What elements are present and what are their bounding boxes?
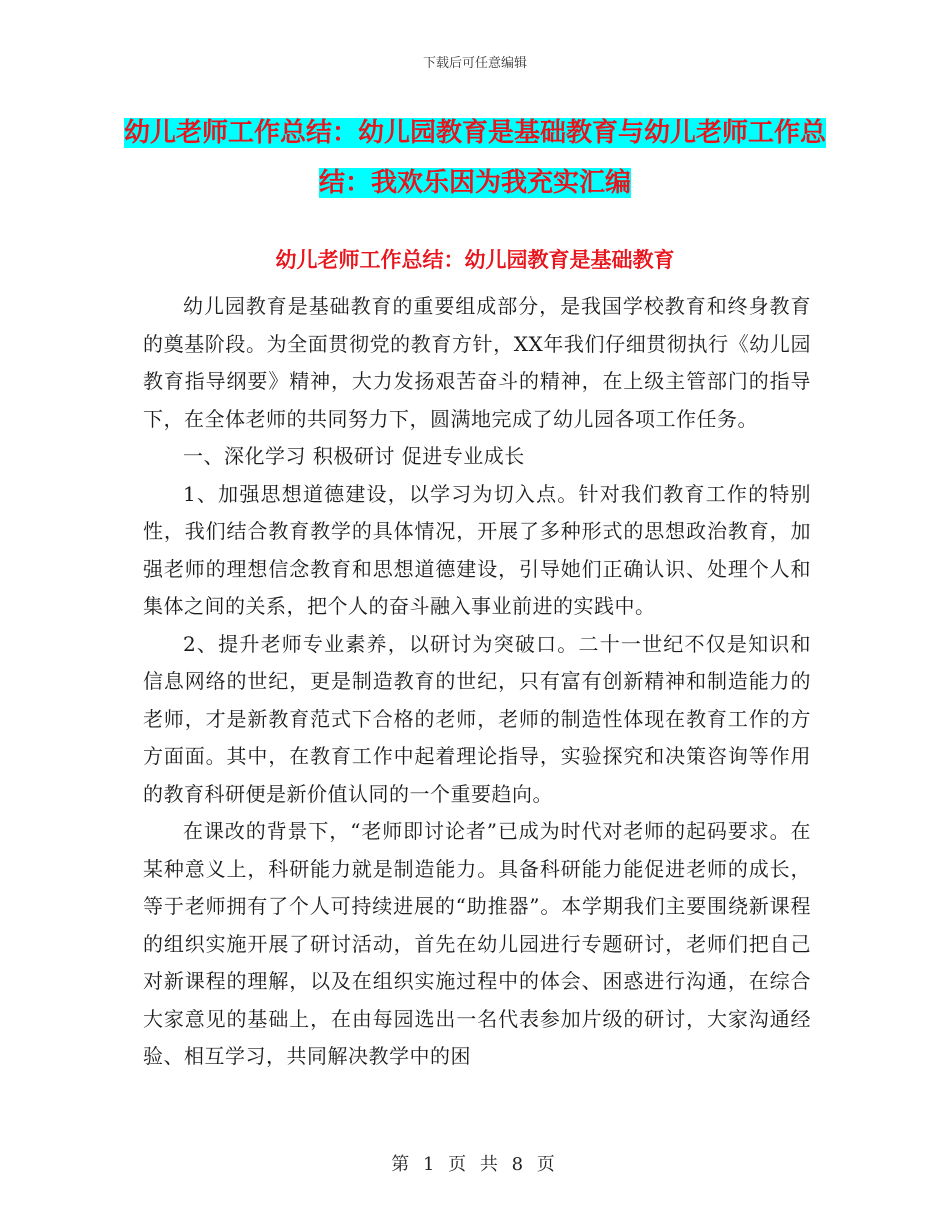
section-heading: 幼儿老师工作总结：幼儿园教育是基础教育 [275, 248, 675, 272]
paragraph: 一、深化学习 积极研讨 促进专业成长 [183, 444, 525, 468]
page-header-note: 下载后可任意编辑 [422, 56, 527, 71]
document-title [120, 108, 830, 208]
page-footer-indicator: 第 1 页 共 8 页 [391, 1154, 559, 1175]
paragraph: 2、提升老师专业素养，以研讨为突破口。二十一世纪不仅是知识和信息网络的世纪，更是制造教育的世纪，只有富有创新精神和制造能力的老师，才是新教育范式下合格的老师，老师的制造性体现在教育工作的方方面面。其中，在教育工作中起着理论指导，实验探究和决策咨询等作用的教育科研便是新价值认同的一个重要趋向。 [143, 631, 811, 806]
paragraph: 在课改的背景下，“老师即讨论者”已成为时代对老师的起码要求。在某种意义上，科研能力就是制造能力。具备科研能力能促进老师的成长，等于老师拥有了个人可持续进展的“助推器”。本学期我们主要围绕新课程的组织实施开展了研讨活动，首先在幼儿园进行专题研讨，老师们把自己对新课程的理解，以及在组织实施过程中的体会、困惑进行沟通，在综合大家意见的基础上，在由每园选出一名代表参加片级的研讨，大家沟通经验、相互学习，共同解决教学中的困 [143, 819, 811, 1068]
paragraph: 1、加强思想道德建设，以学习为切入点。针对我们教育工作的特别性，我们结合教育教学的具体情况，开展了多种形式的思想政治教育，加强老师的理想信念教育和思想道德建设，引导她们正确认识、处理个人和集体之间的关系，把个人的奋斗融入事业前进的实践中。 [143, 481, 811, 618]
paragraph: 幼儿园教育是基础教育的重要组成部分，是我国学校教育和终身教育的奠基阶段。为全面贯彻党的教育方针，XX年我们仔细贯彻执行《幼儿园教育指导纲要》精神，大力发扬艰苦奋斗的精神，在上级主管部门的指导下，在全体老师的共同努力下，圆满地完成了幼儿园各项工作任务。 [143, 294, 811, 431]
document-title-text: 幼儿老师工作总结：幼儿园教育是基础教育与幼儿老师工作总结：我欢乐因为我充实汇编 [123, 118, 826, 198]
document-body [143, 288, 811, 1076]
